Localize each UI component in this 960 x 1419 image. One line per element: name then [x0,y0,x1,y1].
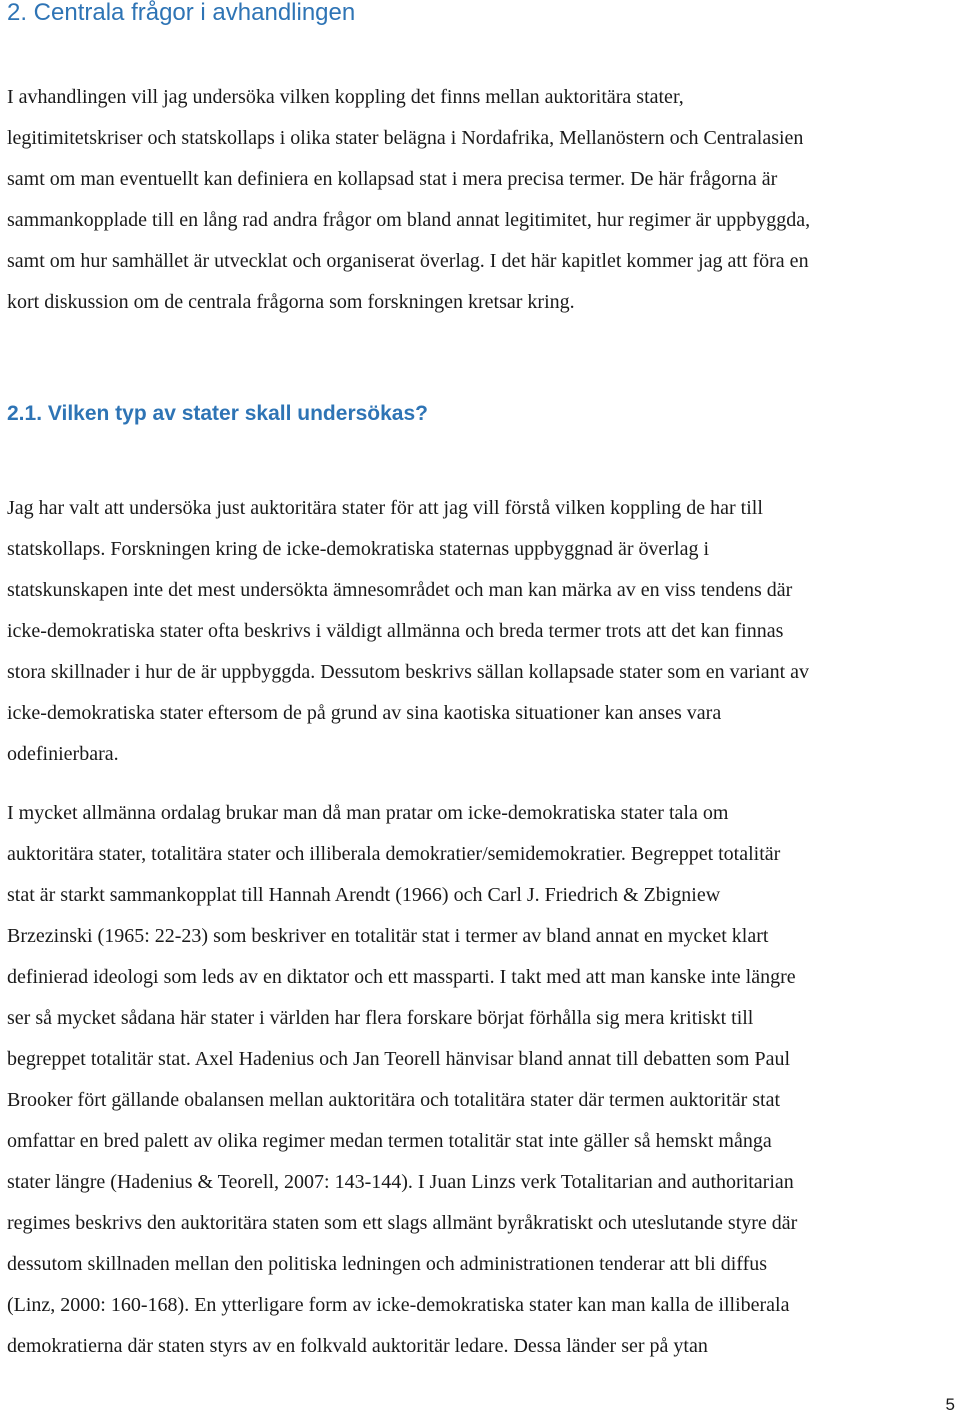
section-heading: 2.1. Vilken typ av stater skall undersökas? [7,402,428,425]
text-line: kort diskussion om de centrala frågorna som forskningen kretsar kring. [7,291,575,313]
text-line: icke-demokratiska stater eftersom de på grund av sina kaotiska situationer kan anses vara [7,702,722,724]
text-line: Brooker fört gällande obalansen mellan auktoritära och totalitära stater där termen auktoritär stat [7,1089,781,1111]
text-line: I mycket allmänna ordalag brukar man då man pratar om icke-demokratiska stater tala om [7,802,729,824]
text-line: icke-demokratiska stater ofta beskrivs i väldigt allmänna och breda termer trots att det kan finnas [7,620,784,642]
text-line: samt om man eventuellt kan definiera en kollapsad stat i mera precisa termer. De här frågorna är [7,168,778,190]
text-line: Jag har valt att undersöka just auktoritära stater för att jag vill förstå vilken koppling de har till [7,497,763,519]
text-line: statskunskapen inte det mest undersökta ämnesområdet och man kan märka av en viss tendens där [7,579,793,601]
text-line: sammankopplade till en lång rad andra frågor om bland annat legitimitet, hur regimer är uppbyggda, [7,209,811,231]
text-line: regimes beskrivs den auktoritära staten som ett slags allmänt byråkratiskt och uteslutande styre där [7,1212,798,1234]
text-line: legitimitetskriser och statskollaps i olika stater belägna i Nordafrika, Mellanöstern och Centralasien [7,127,804,149]
text-line: omfattar en bred palett av olika regimer medan termen totalitär stat inte gäller så hemskt många [7,1130,772,1152]
paragraph-state-types [7,488,957,775]
chapter-heading: 2. Centrala frågor i avhandlingen [7,0,356,26]
text-line: I avhandlingen vill jag undersöka vilken koppling det finns mellan auktoritära stater, [7,86,684,108]
text-line: stat är starkt sammankopplat till Hannah Arendt (1966) och Carl J. Friedrich & Zbigniew [7,884,721,906]
paragraph-intro [7,77,957,323]
text-line: odefinierbara. [7,743,119,765]
text-line: dessutom skillnaden mellan den politiska ledningen och administrationen tenderar att bli diffus [7,1253,768,1275]
text-line: (Linz, 2000: 160-168). En ytterligare form av icke-demokratiska stater kan man kalla de illiberala [7,1294,790,1316]
text-line: ser så mycket sådana här stater i världen har flera forskare börjat förhålla sig mera kritiskt till [7,1007,754,1029]
text-line: auktoritära stater, totalitära stater och illiberala demokratier/semidemokratier. Begreppet totalitär [7,843,781,865]
text-line: Brzezinski (1965: 22-23) som beskriver en totalitär stat i termer av bland annat en mycket klart [7,925,769,947]
text-line: definierad ideologi som leds av en diktator och ett massparti. I takt med att man kanske inte längre [7,966,796,988]
paragraph-terminology [7,793,957,1367]
page-number: 5 [945,1395,955,1414]
text-line: stora skillnader i hur de är uppbyggda. Dessutom beskrivs sällan kollapsade stater som en variant av [7,661,810,683]
text-line: demokratierna där staten styrs av en folkvald auktoritär ledare. Dessa länder ser på ytan [7,1335,708,1357]
text-line: statskollaps. Forskningen kring de icke-demokratiska staternas uppbyggnad är överlag i [7,538,710,560]
text-line: stater längre (Hadenius & Teorell, 2007: 143-144). I Juan Linzs verk Totalitarian and authoritarian [7,1171,794,1193]
text-line: begreppet totalitär stat. Axel Hadenius och Jan Teorell hänvisar bland annat till debatten som Paul [7,1048,791,1070]
text-line: samt om hur samhället är utvecklat och organiserat överlag. I det här kapitlet kommer jag att föra en [7,250,809,272]
